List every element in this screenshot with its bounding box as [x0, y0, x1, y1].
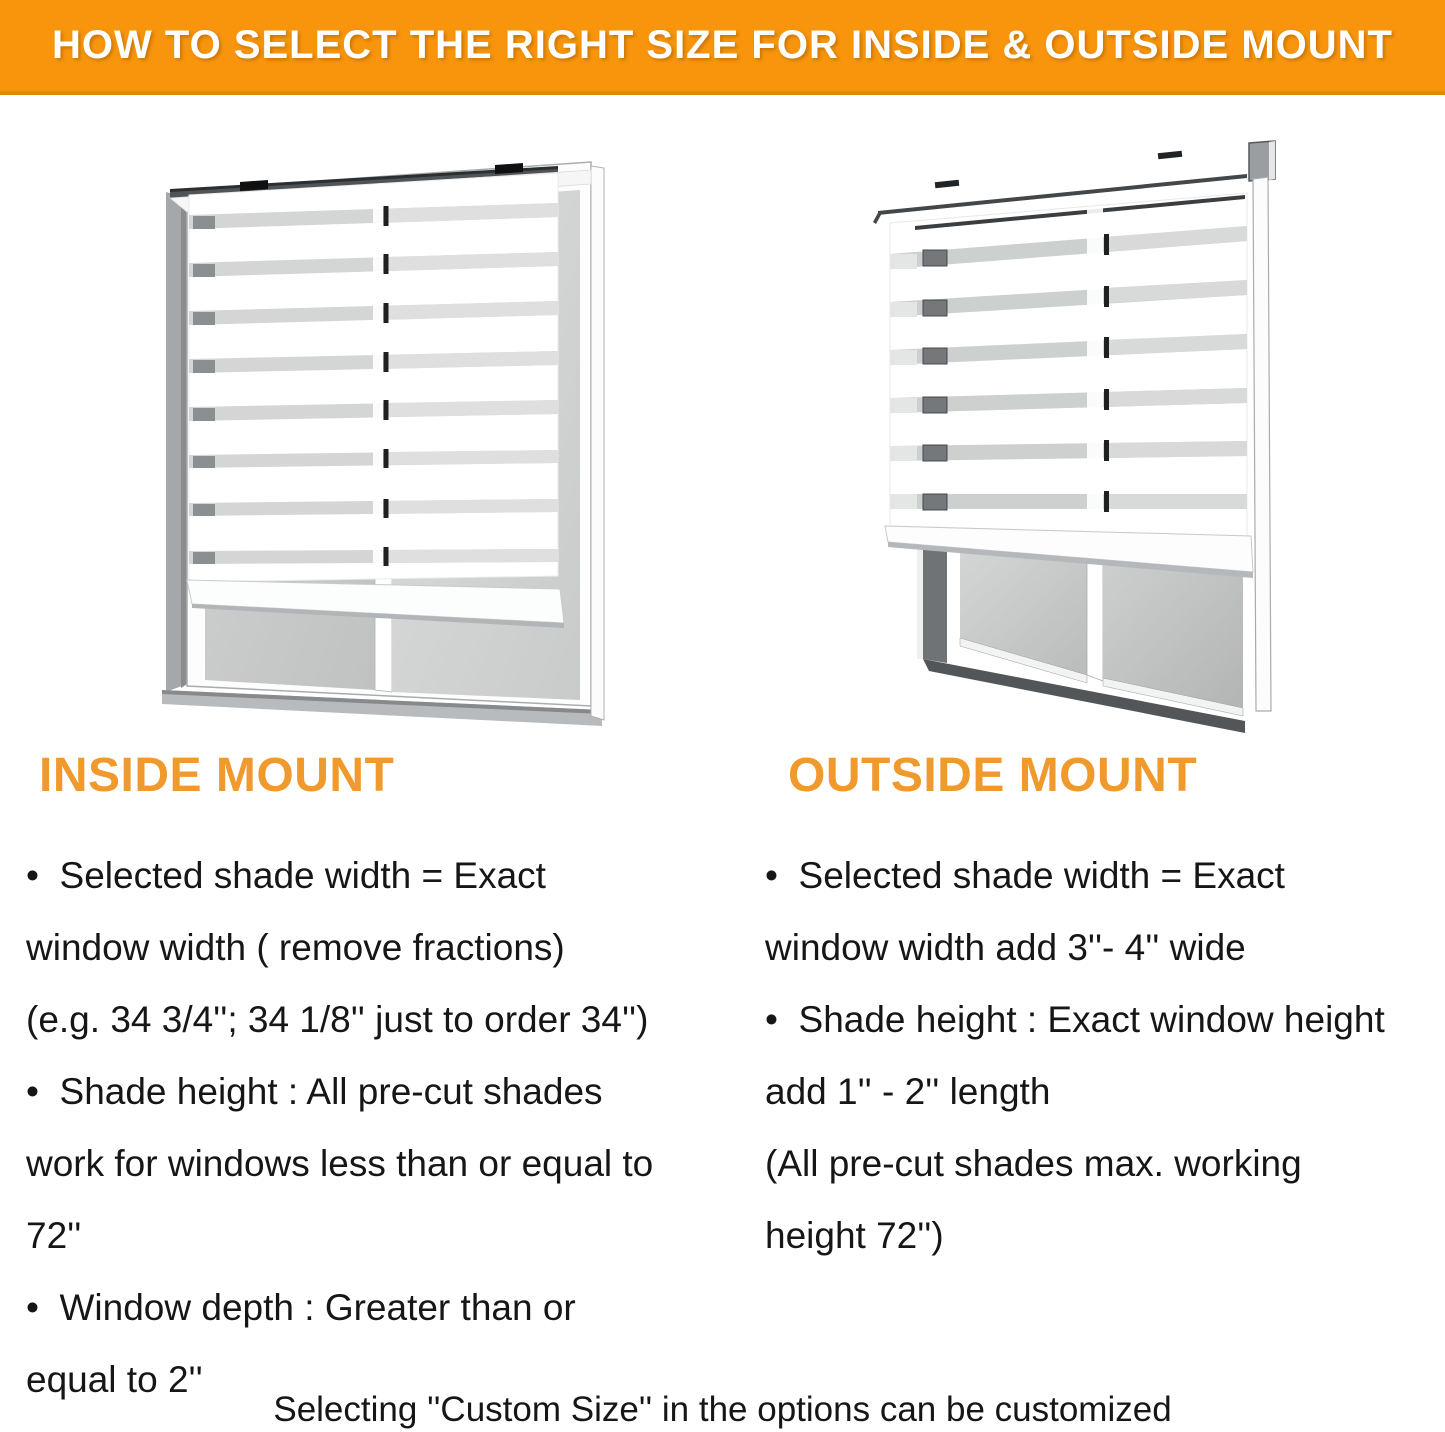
inside-mount-section — [26, 749, 726, 1416]
inside-line-3: (e.g. 34 3/4''; 34 1/8'' just to order 34'') — [26, 999, 649, 1040]
outside-mount-section — [765, 749, 1435, 1272]
inside-line-8: equal to 2'' — [26, 1359, 203, 1400]
outside-line-3: • Shade height : Exact window height — [765, 999, 1385, 1040]
outside-line-4: add 1'' - 2'' length — [765, 1071, 1051, 1112]
inside-mount-window-icon — [140, 146, 620, 746]
bracket-mark-icon — [935, 180, 959, 188]
header-banner — [0, 0, 1445, 95]
inside-mount-illustration — [140, 146, 620, 746]
outside-mount-illustration — [855, 123, 1325, 743]
inside-line-1: • Selected shade width = Exact — [26, 855, 546, 896]
outside-line-6: height 72'') — [765, 1215, 944, 1256]
outside-line-5: (All pre-cut shades max. working — [765, 1143, 1302, 1184]
footer-note — [0, 1390, 1445, 1430]
outside-mount-heading: OUTSIDE MOUNT — [788, 749, 1198, 802]
bracket-mark-icon — [1158, 151, 1182, 159]
inside-line-6: 72'' — [26, 1215, 82, 1256]
zebra-blind — [885, 193, 1253, 578]
inside-line-2: window width ( remove fractions) — [26, 927, 565, 968]
outside-line-1: • Selected shade width = Exact — [765, 855, 1285, 896]
outside-mount-window-icon — [855, 123, 1325, 743]
outside-line-2: window width add 3''- 4'' wide — [765, 927, 1246, 968]
inside-mount-heading: INSIDE MOUNT — [39, 749, 395, 802]
footer-note-text: Selecting ''Custom Size'' in the options can be customized — [273, 1390, 1172, 1429]
inside-line-5: work for windows less than or equal to — [26, 1143, 654, 1184]
inside-line-7: • Window depth : Greater than or — [26, 1287, 576, 1328]
inside-line-4: • Shade height : All pre-cut shades — [26, 1071, 603, 1112]
zebra-blind — [187, 173, 564, 628]
banner-title: HOW TO SELECT THE RIGHT SIZE FOR INSIDE & OUTSIDE MOUNT — [52, 23, 1393, 67]
